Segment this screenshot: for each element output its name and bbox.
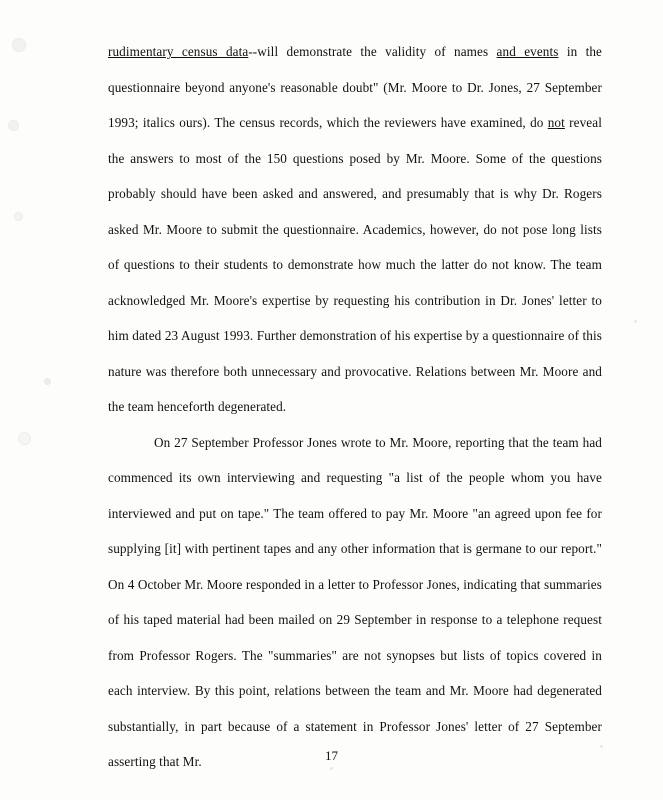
paragraph: [108, 34, 602, 425]
scan-speck-artifact: [44, 378, 51, 385]
scan-speck-artifact: [634, 320, 637, 323]
document-body: [108, 34, 602, 780]
hole-punch-artifact: [18, 432, 31, 445]
page-number: 17: [325, 748, 338, 763]
text-run: reveal the answers to most of the 150 questions posed by Mr. Moore. Some of the questions probably should have been asked and answered, and presumably that is why Dr. Rogers asked Mr. Moore to submit the questionnaire. Academics, however, do not pose long lists of questions to their students to demonstrate how much the latter do not know. The team acknowledged Mr. Moore's expertise by requesting his contribution in Dr. Jones' letter to him dated 23 August 1993. Further demonstration of his expertise by a questionnaire of this nature was therefore both unnecessary and provocative. Relations between Mr. Moore and the team henceforth degenerated.: [108, 115, 602, 414]
text-run: in the questionnaire beyond anyone's reasonable doubt" (Mr. Moore to Dr. Jones, 27 September 1993; italics ours). The census records, which the reviewers have examined, do: [108, 44, 603, 130]
underlined-text-run: and events: [496, 44, 559, 59]
paragraph: [108, 425, 602, 780]
hole-punch-artifact: [14, 212, 23, 221]
hole-punch-artifact: [12, 38, 26, 52]
underlined-text-run: not: [547, 115, 565, 130]
text-run: On 27 September Professor Jones wrote to Mr. Moore, reporting that the team had commenced its own interviewing and requesting "a list of the people whom you have interviewed and put on tape." The team offered to pay Mr. Moore "an agreed upon fee for supplying [it] with pertinent tapes and any other information that is germane to our report." On 4 October Mr. Moore responded in a letter to Professor Jones, indicating that summaries of his taped material had been mailed on 29 September in response to a telephone request from Professor Rogers. The "summaries" are not synopses but lists of topics covered in each interview. By this point, relations between the team and Mr. Moore had degenerated substantially, in part because of a statement in Professor Jones' letter of 27 September asserting that Mr.: [108, 434, 602, 769]
underlined-text-run: rudimentary census data: [108, 44, 249, 59]
text-run: --will demonstrate the validity of names: [248, 44, 497, 59]
hole-punch-artifact: [8, 120, 19, 131]
